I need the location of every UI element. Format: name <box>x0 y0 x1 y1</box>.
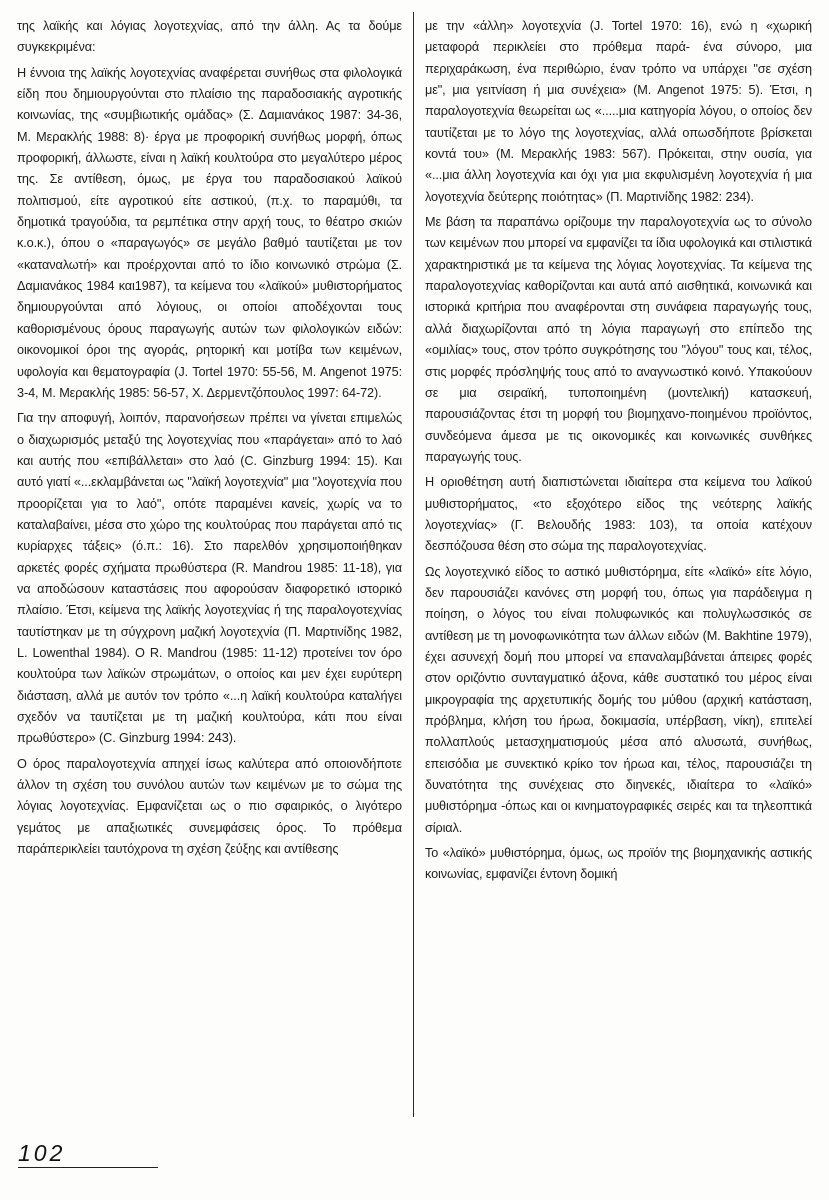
paragraph: Με βάση τα παραπάνω ορίζουμε την παραλογοτεχνία ως το σύνολο των κειμένων που μπορεί να εμφανίζει τα ίδια υφολογικά και στιλιστικά χαρακτηριστικά με τα κείμενα της λόγιας λογοτεχνίας. Τα κείμενα της παραλογοτεχνίας καθορίζονται και αυτά από αισθητικά, κοινωνικά και ιστορικά κριτήρια που αναφέρονται στη συνάφεια παραγωγής τους, αλλά διαχωρίζονται από τη λόγια παραγωγή στο επίπεδο της «ομιλίας» τους, στον τρόπο συγκρότησης του "λόγου" τους και, τέλος, στις μορφές πρόσληψής τους από το αναγνωστικό κοινό. Υπακούουν σε μια σειραϊκή, τυποποιημένη (μοντελική) κατασκευή, παρουσιάζοντας έτσι τη μορφή του βιομηχανο-ποιημένου προϊόντος, συνδεόμενα άμεσα με τις οικονομικές και κοινωνικές συνθήκες παραγωγής τους. <box>425 215 812 464</box>
paragraph: Η έννοια της λαϊκής λογοτεχνίας αναφέρεται συνήθως στα φιλολογικά είδη που δημιουργούνται στο πλαίσιο της παραδοσιακής αγροτικής κοινωνίας, της «συμβιωτικής ομάδας» (Σ. Δαμιανάκος 1987: 34-36, Μ. Μερακλής 1988: 8)· έργα με προφορική συνήθως μορφή, όπως προφορική, άλλωστε, είναι η λαϊκή κουλτούρα στο μεγαλύτερο μέρος της. Σε αντίθεση, όμως, με έργα του παραδοσιακού λαϊκού πολιτισμού, είτε αγροτικού είτε αστικού, (π.χ. το παραμύθι, τα δημοτικά τραγούδια, τα ρεμπέτικα στην αρχή τους, το θέατρο σκιών κ.ο.κ.), όπου ο «παραγωγός» σε μεγάλο βαθμό ταυτίζεται με τον «καταναλωτή» και προέρχονται από το ίδιο κοινωνικό στρώμα (Σ. Δαμιανάκος 1984 και1987), τα κείμενα του «λαϊκού» μυθιστορήματος δημιουργούνται από λόγιους, οι οποίοι αποδέχονται τους καθορισμένους όρους παραγωγής αυτών των φιλολογικών ειδών: οικονομικοί όροι της αγοράς, ρητορική και μοτίβα των κειμένων, υφολογία και θεματογραφία (J. Tortel 1970: 55-56, M. Angenot 1975: 3-4, Μ. Μερακλής 1985: 56-57, Χ. Δερμεντζόπουλος 1997: 64-72). <box>17 65 402 400</box>
right-text-column <box>425 16 812 890</box>
page-number: 102 <box>18 1140 66 1166</box>
paragraph: Η οριοθέτηση αυτή διαπιστώνεται ιδιαίτερα στα κείμενα του λαϊκού μυθιστορήματος, «το εξοχότερο είδος της νεότερης λαϊκής λογοτεχνίας» (Γ. Βελουδής 1983: 103), τα οποία κατέχουν δεσπόζουσα θέση στο σώμα της παραλογοτεχνίας. <box>425 475 812 554</box>
left-text-column <box>17 16 402 864</box>
paragraph: Για την αποφυγή, λοιπόν, παρανοήσεων πρέπει να γίνεται επιμελώς ο διαχωρισμός μεταξύ της λογοτεχνίας που «παράγεται» από το λαό και αυτής που «επιβάλλεται» στο λαό (C. Ginzburg 1994: 15). Και αυτό γιατί «...εκλαμβάνεται ως "λαϊκή λογοτεχνία" μια "λογοτεχνία που προορίζεται για το λαό", οπότε παραμένει κανείς, χωρίς να το καταλαβαίνει, μέσα στο χώρο της κουλτούρας που παράγεται από τις κυρίαρχες τάξεις» (ό.π.: 16). Στο παρελθόν χρησιμοποιήθηκαν αρκετές φορές σχήματα πρωθύστερα (R. Mandrou 1985: 11-18), για να αποδώσουν καταστάσεις που αφορούσαν διαφορετικό ιστορικό πλαίσιο. Έτσι, κείμενα της λαϊκής λογοτεχνίας ή της παραλογοτεχνίας ταυτίστηκαν με τη σύγχρονη μαζική λογοτεχνία (Π. Μαρτινίδης 1982, L. Lowenthal 1984). Ο R. Mandrou (1985: 11-12) προτείνει τον όρο κουλτούρα των λαϊκών στρωμάτων, ο οποίος και μεν έχει ευρύτερη διάσταση, αλλά με αυτόν τον τρόπο «...η λαϊκή κουλτούρα καταλήγει σχεδόν να ταυτίζεται με τη μαζική κουλτούρα, κάτι που είναι πρωθύστερο» (C. Ginzburg 1994: 243). <box>17 411 402 746</box>
paragraph: Ως λογοτεχνικό είδος το αστικό μυθιστόρημα, είτε «λαϊκό» είτε λόγιο, δεν παρουσιάζει κανόνες στη μορφή του, όπως για παράδειγμα η ποίηση, ο λόγος του είναι πολυφωνικός και πολυγλωσσικός σε αντίθεση με τη μονοφωνικότητα των άλλων ειδών (M. Bakhtine 1979), έχει ασυνεχή δομή που μπορεί να επαναλαμβάνεται άπειρες φορές στον οριζόντιο συνταγματικό άξονα, κάθε συστατικό του μέρος είναι μικρογραφία της αρχετυπικής δομής του μύθου (αρχική κατάσταση, πρόβλημα, κλήση του ήρωα, δοκιμασία, υπέρβαση, νίκη), επιτελεί πολλαπλούς μετασχηματισμούς μέσα από αλυσωτά, συνήθως, επεισόδια με συνεκτικό κρίκο τον ήρωα και, τέλος, παρουσιάζει τη δυνατότητα της συνέχειας στο διηνεκές, ιδιαίτερα το «λαϊκό» μυθιστόρημα -όπως και οι κινηματογραφικές σειρές και τα τηλεοπτικά σίριαλ. <box>425 564 812 835</box>
paragraph: Ο όρος παραλογοτεχνία απηχεί ίσως καλύτερα από οποιονδήποτε άλλον τη σχέση του συνόλου αυτών των κειμένων με το σώμα της λόγιας λογοτεχνίας. Εμφανίζεται ως ο πιο σφαιρικός, ο λιγότερο γεμάτος με απαξιωτικές συνεμφάσεις όρος. Το πρόθεμα παράπερικλείει ταυτόχρονα τη σχέση ζεύξης και αντίθεσης <box>17 756 402 857</box>
column-divider <box>413 12 414 1117</box>
page-number-rule <box>18 1167 158 1168</box>
paragraph: Το «λαϊκό» μυθιστόρημα, όμως, ως προϊόν της βιομηχανικής αστικής κοινωνίας, εμφανίζει έντονη δομική <box>425 846 812 882</box>
paragraph: της λαϊκής και λόγιας λογοτεχνίας, από την άλλη. Ας τα δούμε συγκεκριμένα: <box>17 19 402 55</box>
paragraph: με την «άλλη» λογοτεχνία (J. Tortel 1970: 16), ενώ η «χωρική μεταφορά περικλείει στο πρόθεμα παρά- ένα σύνορο, μια περιχαράκωση, ένα περιθώριο, έναν τρόπο να υπάρχει "σε σχέση με", μια γειτνίαση ή μια συνέχεια» (M. Angenot 1975: 5). Έτσι, η παραλογοτεχνία θεωρείται ως «.....μια κατηγορία λόγου, ο οποίος δεν ταυτίζεται με το λόγο της λογοτεχνίας, αλλά οπωσδήποτε βρίσκεται κοντά του» (Μ. Μερακλής 1983: 567). Πρόκειται, στην ουσία, για «...μια άλλη λογοτεχνία και όχι για μια εκφυλισμένη λογοτεχνία ή μια λογοτεχνία δεύτερης ποιότητας» (Π. Μαρτινίδης 1982: 234). <box>425 19 812 204</box>
